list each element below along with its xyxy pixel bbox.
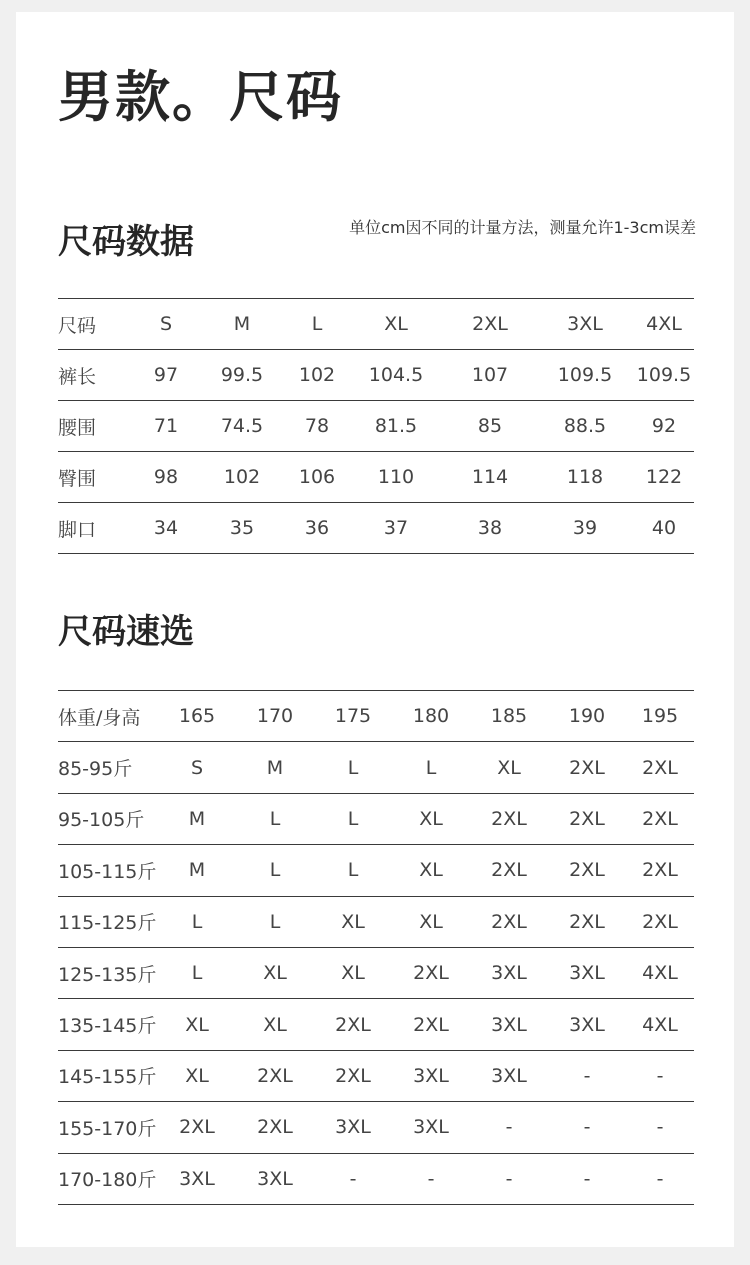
- column-header: 4XL: [646, 313, 682, 335]
- table-cell: M: [188, 859, 206, 882]
- quick-select-row: [58, 947, 694, 998]
- table-cell: 3XL: [413, 1064, 449, 1087]
- column-header: 190: [568, 705, 606, 728]
- table-cell: 85: [477, 415, 503, 437]
- column-header-label: 尺码: [58, 314, 97, 337]
- quick-select-header-row: [58, 691, 694, 742]
- row-label: 125-135斤: [58, 963, 157, 986]
- quick-select-row: [58, 845, 694, 896]
- table-cell: 102: [298, 364, 336, 386]
- table-cell: 39: [572, 517, 598, 539]
- table-cell: 118: [566, 466, 604, 488]
- size-data-row: [58, 401, 694, 452]
- quick-select-row: [58, 1153, 694, 1204]
- column-header: XL: [384, 313, 408, 335]
- table-cell: 35: [229, 517, 255, 539]
- table-cell: 2XL: [642, 756, 678, 779]
- row-label: 脚口: [58, 518, 97, 541]
- table-cell: 3XL: [569, 962, 605, 985]
- table-cell: 88.5: [563, 415, 607, 437]
- row-label: 115-125斤: [58, 912, 157, 935]
- table-cell: XL: [341, 962, 365, 985]
- row-label: 腰围: [58, 416, 97, 439]
- table-cell: M: [188, 807, 206, 830]
- row-label: 85-95斤: [58, 758, 133, 781]
- table-cell: XL: [185, 1013, 209, 1036]
- table-cell: 122: [645, 466, 683, 488]
- table-cell: -: [583, 1167, 591, 1190]
- table-cell: 107: [471, 364, 509, 386]
- table-cell: XL: [419, 910, 443, 933]
- table-cell: 3XL: [413, 1116, 449, 1139]
- table-cell: 97: [153, 364, 179, 386]
- column-header: 175: [334, 705, 372, 728]
- table-cell: L: [347, 859, 359, 882]
- table-cell: -: [505, 1116, 513, 1139]
- table-cell: L: [191, 962, 203, 985]
- table-cell: -: [656, 1116, 664, 1139]
- table-cell: 4XL: [642, 1013, 678, 1036]
- table-cell: L: [269, 910, 281, 933]
- size-data-row: [58, 350, 694, 401]
- table-cell: 2XL: [257, 1116, 293, 1139]
- table-cell: 2XL: [335, 1064, 371, 1087]
- table-cell: -: [505, 1167, 513, 1190]
- table-cell: 2XL: [569, 910, 605, 933]
- table-cell: 109.5: [557, 364, 613, 386]
- table-cell: 106: [298, 466, 336, 488]
- table-cell: XL: [419, 859, 443, 882]
- column-header: 180: [412, 705, 450, 728]
- table-cell: 2XL: [179, 1116, 215, 1139]
- table-cell: 36: [304, 517, 330, 539]
- column-header-label: 体重/身高: [58, 706, 141, 729]
- table-cell: 3XL: [257, 1167, 293, 1190]
- table-cell: 38: [477, 517, 503, 539]
- row-label: 105-115斤: [58, 860, 157, 883]
- table-cell: L: [269, 807, 281, 830]
- table-cell: XL: [419, 807, 443, 830]
- quick-select-row: [58, 1102, 694, 1153]
- table-cell: 78: [304, 415, 330, 437]
- table-cell: L: [425, 756, 437, 779]
- column-header: M: [233, 313, 251, 335]
- quick-select-table: [58, 690, 694, 1205]
- table-cell: 2XL: [335, 1013, 371, 1036]
- quick-select-row: [58, 1050, 694, 1101]
- table-cell: L: [347, 756, 359, 779]
- quick-select-row: [58, 793, 694, 844]
- table-cell: 34: [153, 517, 179, 539]
- table-cell: -: [656, 1167, 664, 1190]
- table-cell: 2XL: [642, 807, 678, 830]
- table-cell: 110: [377, 466, 415, 488]
- column-header: 185: [490, 705, 528, 728]
- table-cell: -: [427, 1167, 435, 1190]
- table-cell: 3XL: [491, 1064, 527, 1087]
- table-cell: 109.5: [636, 364, 692, 386]
- table-cell: 3XL: [491, 962, 527, 985]
- column-header: L: [311, 313, 323, 335]
- table-cell: 2XL: [569, 807, 605, 830]
- row-label: 裤长: [58, 365, 97, 388]
- table-cell: 2XL: [642, 859, 678, 882]
- row-label: 臀围: [58, 467, 97, 490]
- table-cell: 3XL: [179, 1167, 215, 1190]
- table-cell: 92: [651, 415, 677, 437]
- table-cell: 81.5: [374, 415, 418, 437]
- row-label: 135-145斤: [58, 1015, 157, 1038]
- table-cell: 4XL: [642, 962, 678, 985]
- page-title: 男款。尺码: [58, 65, 344, 129]
- table-cell: -: [656, 1064, 664, 1087]
- size-data-header-row: [58, 299, 694, 350]
- table-cell: -: [349, 1167, 357, 1190]
- table-cell: 102: [223, 466, 261, 488]
- column-header: 3XL: [567, 313, 603, 335]
- size-data-title: 尺码数据: [58, 222, 194, 262]
- column-header: S: [159, 313, 173, 335]
- quick-select-row: [58, 896, 694, 947]
- measurement-note: 单位cm因不同的计量方法，测量允许1-3cm误差: [349, 218, 696, 237]
- size-guide-card: [16, 12, 734, 1247]
- table-cell: 2XL: [413, 1013, 449, 1036]
- table-cell: 3XL: [335, 1116, 371, 1139]
- table-cell: L: [269, 859, 281, 882]
- table-cell: S: [190, 756, 204, 779]
- row-label: 145-155斤: [58, 1066, 157, 1089]
- quick-select-row: [58, 742, 694, 793]
- size-data-row: [58, 452, 694, 503]
- column-header: 2XL: [472, 313, 508, 335]
- column-header: 165: [178, 705, 216, 728]
- row-label: 170-180斤: [58, 1169, 157, 1192]
- row-label: 155-170斤: [58, 1117, 157, 1140]
- table-cell: -: [583, 1064, 591, 1087]
- size-data-table: [58, 298, 694, 554]
- table-cell: XL: [341, 910, 365, 933]
- table-cell: 2XL: [569, 756, 605, 779]
- table-cell: 2XL: [491, 910, 527, 933]
- table-cell: XL: [263, 962, 287, 985]
- table-cell: 2XL: [413, 962, 449, 985]
- table-cell: 104.5: [368, 364, 424, 386]
- table-cell: 114: [471, 466, 509, 488]
- table-cell: 2XL: [491, 859, 527, 882]
- table-cell: XL: [263, 1013, 287, 1036]
- quick-select-title: 尺码速选: [58, 612, 194, 652]
- table-cell: 99.5: [220, 364, 264, 386]
- table-cell: 3XL: [491, 1013, 527, 1036]
- table-cell: 40: [651, 517, 677, 539]
- column-header: 195: [641, 705, 679, 728]
- table-cell: 2XL: [257, 1064, 293, 1087]
- table-cell: XL: [185, 1064, 209, 1087]
- quick-select-row: [58, 999, 694, 1050]
- table-cell: XL: [497, 756, 521, 779]
- table-cell: M: [266, 756, 284, 779]
- table-cell: 3XL: [569, 1013, 605, 1036]
- table-cell: 2XL: [569, 859, 605, 882]
- table-cell: L: [347, 807, 359, 830]
- table-cell: 98: [153, 466, 179, 488]
- table-cell: 37: [383, 517, 409, 539]
- column-header: 170: [256, 705, 294, 728]
- table-cell: 74.5: [220, 415, 264, 437]
- table-cell: L: [191, 910, 203, 933]
- row-label: 95-105斤: [58, 809, 145, 832]
- table-cell: 2XL: [491, 807, 527, 830]
- table-cell: -: [583, 1116, 591, 1139]
- table-cell: 71: [153, 415, 179, 437]
- table-cell: 2XL: [642, 910, 678, 933]
- size-data-row: [58, 503, 694, 554]
